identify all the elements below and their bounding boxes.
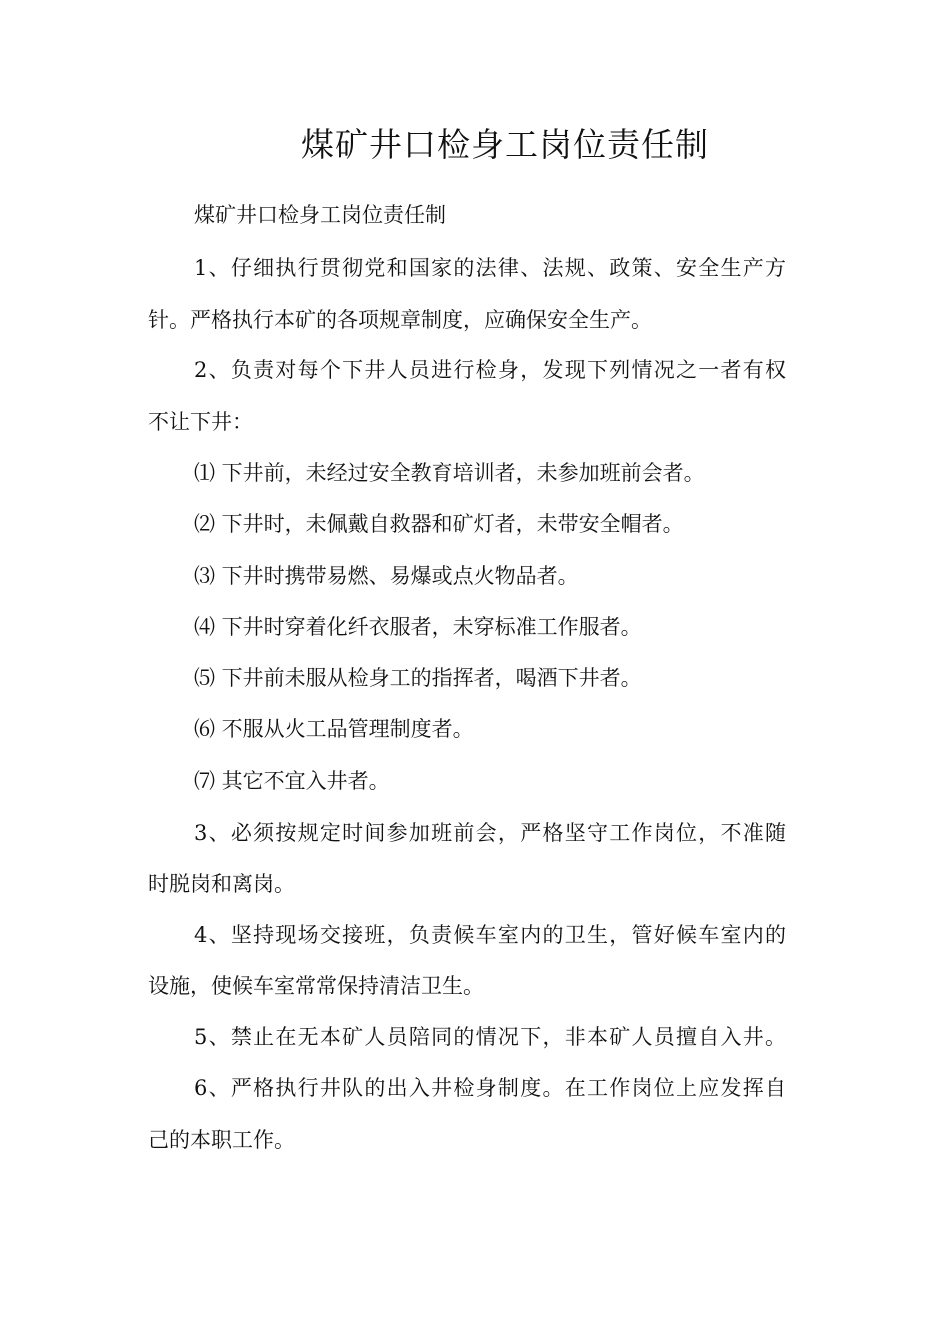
document-subtitle: 煤矿井口检身工岗位责任制 [194,203,446,227]
paragraph-line: 时脱岗和离岗。 [148,872,295,896]
paragraph-line: 6、严格执行井队的出入井检身制度。在工作岗位上应发挥自 [194,1076,786,1100]
paragraph-line: 针。严格执行本矿的各项规章制度，应确保安全生产。 [148,308,652,332]
paragraph-line: 4、坚持现场交接班，负责候车室内的卫生，管好候车室内的 [194,923,786,947]
list-item: ⑴ 下井前，未经过安全教育培训者，未参加班前会者。 [194,461,705,485]
paragraph-line: 5、禁止在无本矿人员陪同的情况下，非本矿人员擅自入井。 [194,1025,786,1049]
list-item: ⑺ 其它不宜入井者。 [194,769,390,793]
document-title: 煤矿井口检身工岗位责任制 [301,125,709,164]
paragraph-line: 2、负责对每个下井人员进行检身，发现下列情况之一者有权 [194,358,786,382]
paragraph-line: 己的本职工作。 [148,1128,295,1152]
paragraph-line: 设施，使候车室常常保持清洁卫生。 [148,974,484,998]
list-item: ⑹ 不服从火工品管理制度者。 [194,717,474,741]
list-item: ⑸ 下井前未服从检身工的指挥者，喝酒下井者。 [194,666,642,690]
paragraph-line: 不让下井： [148,410,253,434]
paragraph-line: 3、必须按规定时间参加班前会，严格坚守工作岗位，不准随 [194,821,786,845]
list-item: ⑷ 下井时穿着化纤衣服者，未穿标准工作服者。 [194,615,642,639]
paragraph-line: 1、仔细执行贯彻党和国家的法律、法规、政策、安全生产方 [194,256,786,280]
list-item: ⑶ 下井时携带易燃、易爆或点火物品者。 [194,564,579,588]
list-item: ⑵ 下井时，未佩戴自救器和矿灯者，未带安全帽者。 [194,512,684,536]
